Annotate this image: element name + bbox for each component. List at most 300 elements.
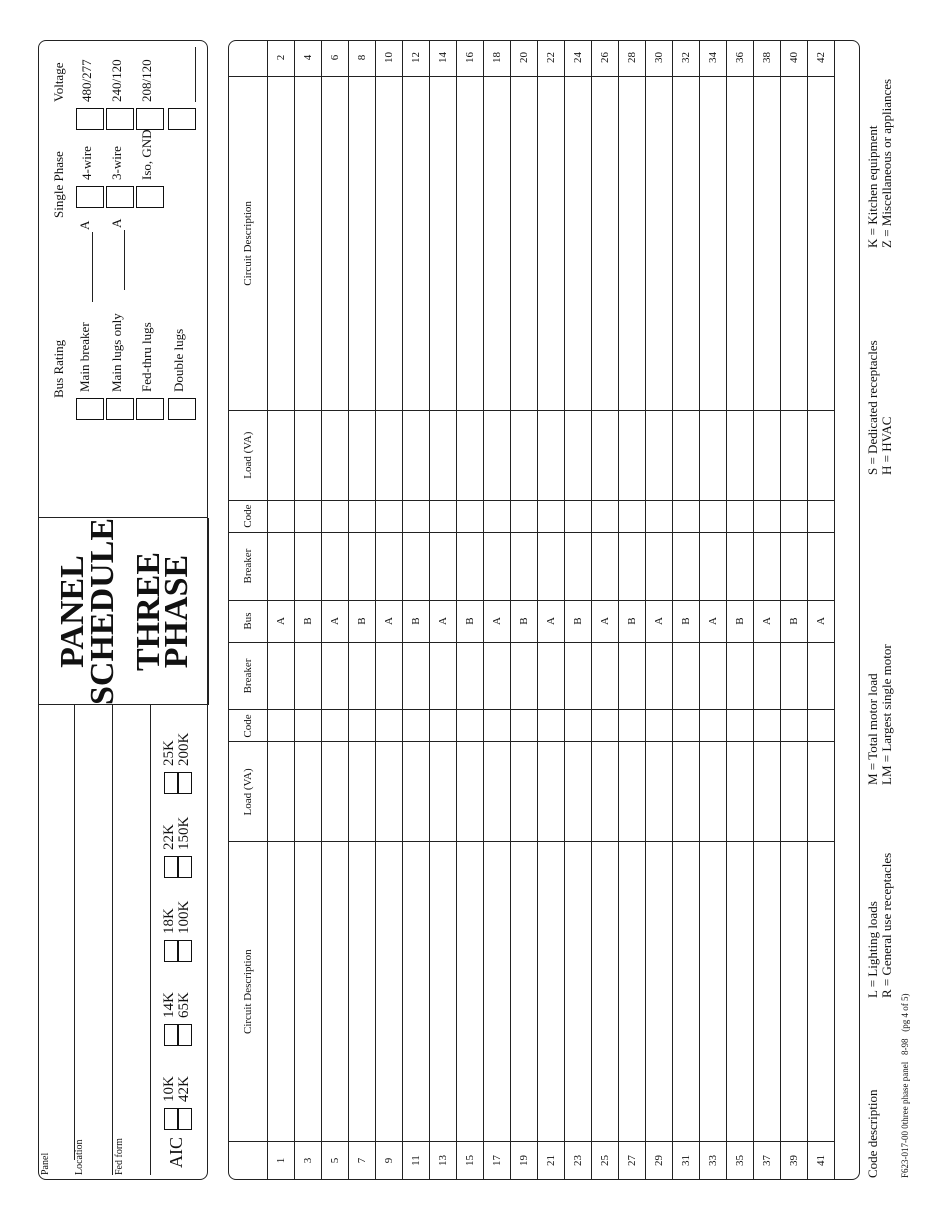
circuit-description-left[interactable] [457, 842, 484, 1142]
main-breaker-checkbox[interactable] [76, 398, 104, 420]
code-right[interactable] [646, 500, 673, 532]
circuit-description-right[interactable] [646, 77, 673, 411]
circuit-description-right[interactable] [403, 77, 430, 411]
code-right[interactable] [781, 500, 808, 532]
fed-thru-checkbox[interactable] [136, 398, 164, 420]
code-right[interactable] [511, 500, 538, 532]
load-left[interactable] [538, 742, 565, 842]
circuit-description-right[interactable] [754, 77, 781, 411]
iso-gnd-label: Iso, GND [139, 129, 154, 180]
location-label: Location [74, 1139, 85, 1175]
circuit-description-left[interactable] [646, 842, 673, 1142]
header-breaker-left: Breaker [229, 642, 268, 710]
circuit-number-left: 35 [727, 1142, 754, 1180]
breaker-left[interactable] [754, 642, 781, 710]
code-left[interactable] [322, 710, 349, 742]
breaker-right[interactable] [349, 532, 376, 600]
circuit-row [808, 40, 835, 1180]
circuit-description-right[interactable] [619, 77, 646, 411]
breaker-right[interactable] [754, 532, 781, 600]
circuit-row [754, 40, 781, 1180]
bus-rating-label: Bus Rating [51, 339, 66, 398]
circuit-table-box [228, 40, 860, 1180]
load-right[interactable] [322, 410, 349, 500]
single-phase-label: Single Phase [51, 151, 66, 218]
load-right[interactable] [457, 410, 484, 500]
code-right[interactable] [592, 500, 619, 532]
circuit-number-left: 23 [565, 1142, 592, 1180]
bus-phase: B [727, 600, 754, 642]
load-left[interactable] [322, 742, 349, 842]
load-left[interactable] [754, 742, 781, 842]
code-description-label: Code description [865, 1089, 880, 1178]
circuit-number-left: 33 [700, 1142, 727, 1180]
breaker-right[interactable] [565, 532, 592, 600]
bus-phase: B [673, 600, 700, 642]
voltage-480-checkbox[interactable] [76, 108, 104, 130]
aic-checkbox[interactable] [178, 1024, 192, 1046]
double-lugs-checkbox[interactable] [168, 398, 196, 420]
aic-option-top: 22K [161, 824, 177, 850]
circuit-description-right[interactable] [700, 77, 727, 411]
header-code-right: Code [229, 500, 268, 532]
load-left[interactable] [619, 742, 646, 842]
circuit-number-left: 13 [430, 1142, 457, 1180]
voltage-other-checkbox[interactable] [168, 108, 196, 130]
breaker-right[interactable] [295, 532, 322, 600]
voltage-240-checkbox[interactable] [106, 108, 134, 130]
header-circuit-description-right: Circuit Description [229, 77, 268, 411]
circuit-description-right[interactable] [727, 77, 754, 411]
circuit-description-right[interactable] [376, 77, 403, 411]
circuit-number-right: 40 [781, 40, 808, 77]
breaker-left[interactable] [565, 642, 592, 710]
circuit-description-right[interactable] [781, 77, 808, 411]
circuit-row [295, 40, 322, 1180]
breaker-left[interactable] [700, 642, 727, 710]
load-left[interactable] [484, 742, 511, 842]
circuit-description-right[interactable] [808, 77, 835, 411]
voltage-240-label: 240/120 [109, 59, 124, 102]
title-schedule: SCHEDULE [84, 517, 121, 705]
circuit-description-left[interactable] [484, 842, 511, 1142]
breaker-left[interactable] [376, 642, 403, 710]
code-right[interactable] [808, 500, 835, 532]
breaker-right[interactable] [430, 532, 457, 600]
header-load-right: Load (VA) [229, 410, 268, 500]
circuit-description-right[interactable] [430, 77, 457, 411]
main-breaker-amp: A [77, 220, 92, 230]
double-lugs-label: Double lugs [171, 328, 186, 392]
circuit-description-left[interactable] [754, 842, 781, 1142]
code-left[interactable] [808, 710, 835, 742]
circuit-description-right[interactable] [349, 77, 376, 411]
breaker-left[interactable] [781, 642, 808, 710]
code-right[interactable] [349, 500, 376, 532]
load-right[interactable] [349, 410, 376, 500]
load-right[interactable] [538, 410, 565, 500]
load-right[interactable] [619, 410, 646, 500]
bus-phase: B [619, 600, 646, 642]
voltage-other-field[interactable] [195, 47, 196, 102]
bus-phase: B [565, 600, 592, 642]
circuit-description-left[interactable] [511, 842, 538, 1142]
code-right[interactable] [430, 500, 457, 532]
code-left[interactable] [565, 710, 592, 742]
load-left[interactable] [349, 742, 376, 842]
load-right[interactable] [592, 410, 619, 500]
iso-gnd-checkbox[interactable] [136, 186, 164, 208]
load-left[interactable] [376, 742, 403, 842]
aic-checkbox[interactable] [164, 940, 178, 962]
bus-phase: A [808, 600, 835, 642]
breaker-right[interactable] [808, 532, 835, 600]
circuit-row [349, 40, 376, 1180]
circuit-number-left: 25 [592, 1142, 619, 1180]
circuit-number-left: 29 [646, 1142, 673, 1180]
code-left[interactable] [268, 710, 295, 742]
code-left[interactable] [619, 710, 646, 742]
aic-checkbox[interactable] [178, 856, 192, 878]
load-right[interactable] [808, 410, 835, 500]
code-right[interactable] [376, 500, 403, 532]
load-right[interactable] [511, 410, 538, 500]
circuit-row [619, 40, 646, 1180]
circuit-description-left[interactable] [538, 842, 565, 1142]
load-left[interactable] [403, 742, 430, 842]
breaker-left[interactable] [538, 642, 565, 710]
load-left[interactable] [565, 742, 592, 842]
circuit-description-right[interactable] [268, 77, 295, 411]
breaker-left[interactable] [322, 642, 349, 710]
load-left[interactable] [457, 742, 484, 842]
breaker-right[interactable] [511, 532, 538, 600]
load-left[interactable] [781, 742, 808, 842]
aic-checkbox[interactable] [164, 856, 178, 878]
load-left[interactable] [511, 742, 538, 842]
breaker-right[interactable] [619, 532, 646, 600]
main-breaker-label: Main breaker [77, 322, 92, 392]
circuit-number-left: 11 [403, 1142, 430, 1180]
circuit-table-body [268, 40, 835, 1180]
aic-label: AIC [166, 1137, 186, 1168]
circuit-number-right: 20 [511, 40, 538, 77]
bus-phase: A [484, 600, 511, 642]
main-lugs-label: Main lugs only [109, 313, 124, 392]
code-left[interactable] [727, 710, 754, 742]
circuit-number-left: 5 [322, 1142, 349, 1180]
load-left[interactable] [673, 742, 700, 842]
breaker-left[interactable] [592, 642, 619, 710]
voltage-208-label: 208/120 [139, 59, 154, 102]
code-left[interactable] [295, 710, 322, 742]
load-right[interactable] [484, 410, 511, 500]
form-number: F623-017-00 0three phase panel 8-98 (pg 4 of 5) [900, 993, 910, 1178]
code-left[interactable] [781, 710, 808, 742]
circuit-description-left[interactable] [376, 842, 403, 1142]
load-right[interactable] [376, 410, 403, 500]
circuit-number-left: 31 [673, 1142, 700, 1180]
breaker-left[interactable] [484, 642, 511, 710]
circuit-description-left[interactable] [592, 842, 619, 1142]
circuit-row [457, 40, 484, 1180]
circuit-row [646, 40, 673, 1180]
main-lugs-amp: A [109, 218, 124, 228]
aic-option-top: 14K [161, 992, 177, 1018]
circuit-number-right: 28 [619, 40, 646, 77]
code-kitchen: K = Kitchen equipment [865, 125, 880, 248]
circuit-description-left[interactable] [808, 842, 835, 1142]
load-left[interactable] [295, 742, 322, 842]
circuit-number-left: 1 [268, 1142, 295, 1180]
circuit-description-left[interactable] [700, 842, 727, 1142]
breaker-right[interactable] [673, 532, 700, 600]
circuit-description-right[interactable] [295, 77, 322, 411]
aic-option-bottom: 65K [176, 992, 192, 1018]
bus-phase: A [322, 600, 349, 642]
breaker-left[interactable] [673, 642, 700, 710]
breaker-right[interactable] [727, 532, 754, 600]
circuit-number-right: 12 [403, 40, 430, 77]
three-wire-label: 3-wire [109, 146, 124, 180]
bus-phase: A [754, 600, 781, 642]
aic-checkbox[interactable] [164, 1108, 178, 1130]
code-right[interactable] [484, 500, 511, 532]
circuit-number-left: 19 [511, 1142, 538, 1180]
circuit-description-right[interactable] [322, 77, 349, 411]
code-left[interactable] [457, 710, 484, 742]
breaker-left[interactable] [511, 642, 538, 710]
code-right[interactable] [619, 500, 646, 532]
load-right[interactable] [268, 410, 295, 500]
circuit-number-left: 7 [349, 1142, 376, 1180]
circuit-number-right: 4 [295, 40, 322, 77]
code-right[interactable] [565, 500, 592, 532]
code-right[interactable] [754, 500, 781, 532]
code-right[interactable] [727, 500, 754, 532]
code-right[interactable] [700, 500, 727, 532]
breaker-left[interactable] [619, 642, 646, 710]
breaker-left[interactable] [295, 642, 322, 710]
load-right[interactable] [700, 410, 727, 500]
circuit-row [430, 40, 457, 1180]
circuit-description-right[interactable] [538, 77, 565, 411]
header-bus: Bus [229, 600, 268, 642]
circuit-number-left: 15 [457, 1142, 484, 1180]
aic-checkbox[interactable] [178, 1108, 192, 1130]
breaker-left[interactable] [349, 642, 376, 710]
fed-from-label: Fed form [114, 1138, 125, 1175]
code-right[interactable] [403, 500, 430, 532]
load-right[interactable] [781, 410, 808, 500]
code-left[interactable] [673, 710, 700, 742]
circuit-number-left: 41 [808, 1142, 835, 1180]
load-right[interactable] [754, 410, 781, 500]
circuit-number-right: 42 [808, 40, 835, 77]
circuit-number-left: 17 [484, 1142, 511, 1180]
circuit-number-left: 9 [376, 1142, 403, 1180]
circuit-number-right: 8 [349, 40, 376, 77]
load-right[interactable] [673, 410, 700, 500]
breaker-right[interactable] [457, 532, 484, 600]
breaker-left[interactable] [268, 642, 295, 710]
bus-phase: B [457, 600, 484, 642]
aic-checkbox[interactable] [164, 772, 178, 794]
bus-phase: A [430, 600, 457, 642]
circuit-number-right: 10 [376, 40, 403, 77]
code-right[interactable] [295, 500, 322, 532]
voltage-208-checkbox[interactable] [136, 108, 164, 130]
breaker-left[interactable] [457, 642, 484, 710]
breaker-left[interactable] [430, 642, 457, 710]
circuit-description-left[interactable] [619, 842, 646, 1142]
circuit-description-left[interactable] [781, 842, 808, 1142]
bus-phase: B [295, 600, 322, 642]
aic-option-bottom: 100K [176, 900, 192, 934]
bus-phase: A [700, 600, 727, 642]
breaker-right[interactable] [646, 532, 673, 600]
load-right[interactable] [727, 410, 754, 500]
code-left[interactable] [376, 710, 403, 742]
load-left[interactable] [727, 742, 754, 842]
breaker-left[interactable] [403, 642, 430, 710]
aic-checkbox[interactable] [178, 940, 192, 962]
voltage-480-label: 480/277 [79, 59, 94, 102]
load-left[interactable] [268, 742, 295, 842]
breaker-right[interactable] [592, 532, 619, 600]
circuit-row [322, 40, 349, 1180]
code-right[interactable] [538, 500, 565, 532]
circuit-description-right[interactable] [484, 77, 511, 411]
circuit-number-right: 22 [538, 40, 565, 77]
code-hvac: H = HVAC [879, 416, 894, 475]
circuit-row [592, 40, 619, 1180]
circuit-description-left[interactable] [727, 842, 754, 1142]
aic-checkbox[interactable] [178, 772, 192, 794]
title-panel: PANEL [54, 555, 91, 668]
load-right[interactable] [565, 410, 592, 500]
breaker-right[interactable] [322, 532, 349, 600]
breaker-right[interactable] [484, 532, 511, 600]
code-lighting: L = Lighting loads [865, 901, 880, 998]
circuit-number-right: 30 [646, 40, 673, 77]
load-right[interactable] [295, 410, 322, 500]
load-right[interactable] [430, 410, 457, 500]
bus-phase: A [592, 600, 619, 642]
breaker-left[interactable] [727, 642, 754, 710]
breaker-left[interactable] [808, 642, 835, 710]
circuit-number-right: 34 [700, 40, 727, 77]
circuit-description-right[interactable] [511, 77, 538, 411]
title-three: THREE [130, 551, 167, 672]
voltage-label: Voltage [51, 62, 66, 102]
circuit-description-left[interactable] [673, 842, 700, 1142]
header-breaker-right: Breaker [229, 532, 268, 600]
breaker-right[interactable] [781, 532, 808, 600]
load-right[interactable] [403, 410, 430, 500]
circuit-description-left[interactable] [349, 842, 376, 1142]
circuit-description-left[interactable] [322, 842, 349, 1142]
circuit-row [673, 40, 700, 1180]
code-receptacles: R = General use receptacles [879, 852, 894, 998]
circuit-description-right[interactable] [457, 77, 484, 411]
circuit-row [538, 40, 565, 1180]
code-left[interactable] [700, 710, 727, 742]
code-left[interactable] [349, 710, 376, 742]
circuit-description-left[interactable] [268, 842, 295, 1142]
aic-option-bottom: 150K [176, 816, 192, 850]
four-wire-checkbox[interactable] [76, 186, 104, 208]
bus-phase: B [511, 600, 538, 642]
breaker-right[interactable] [538, 532, 565, 600]
code-left[interactable] [484, 710, 511, 742]
breaker-right[interactable] [403, 532, 430, 600]
circuit-number-left: 3 [295, 1142, 322, 1180]
code-left[interactable] [430, 710, 457, 742]
circuit-description-right[interactable] [565, 77, 592, 411]
circuit-number-left: 37 [754, 1142, 781, 1180]
aic-checkbox[interactable] [164, 1024, 178, 1046]
code-left[interactable] [754, 710, 781, 742]
bus-phase: B [781, 600, 808, 642]
code-left[interactable] [403, 710, 430, 742]
header-cell-empty-left [229, 1142, 268, 1180]
circuit-number-left: 27 [619, 1142, 646, 1180]
load-left[interactable] [700, 742, 727, 842]
breaker-right[interactable] [700, 532, 727, 600]
circuit-description-left[interactable] [430, 842, 457, 1142]
code-misc: Z = Miscellaneous or appliances [879, 78, 894, 248]
breaker-right[interactable] [268, 532, 295, 600]
circuit-number-right: 32 [673, 40, 700, 77]
load-left[interactable] [430, 742, 457, 842]
circuit-row [376, 40, 403, 1180]
breaker-left[interactable] [646, 642, 673, 710]
breaker-right[interactable] [376, 532, 403, 600]
code-left[interactable] [511, 710, 538, 742]
three-wire-checkbox[interactable] [106, 186, 134, 208]
circuit-description-left[interactable] [403, 842, 430, 1142]
code-left[interactable] [538, 710, 565, 742]
main-lugs-checkbox[interactable] [106, 398, 134, 420]
circuit-description-right[interactable] [673, 77, 700, 411]
circuit-row [403, 40, 430, 1180]
circuit-table [228, 40, 835, 1180]
circuit-number-right: 38 [754, 40, 781, 77]
bus-phase: A [646, 600, 673, 642]
load-left[interactable] [646, 742, 673, 842]
code-right[interactable] [457, 500, 484, 532]
circuit-description-left[interactable] [565, 842, 592, 1142]
code-left[interactable] [592, 710, 619, 742]
header-load-left: Load (VA) [229, 742, 268, 842]
header-circuit-description-left: Circuit Description [229, 842, 268, 1142]
header-code-left: Code [229, 710, 268, 742]
code-right[interactable] [268, 500, 295, 532]
load-left[interactable] [808, 742, 835, 842]
code-right[interactable] [322, 500, 349, 532]
load-left[interactable] [592, 742, 619, 842]
circuit-row [268, 40, 295, 1180]
load-right[interactable] [646, 410, 673, 500]
circuit-number-right: 26 [592, 40, 619, 77]
code-right[interactable] [673, 500, 700, 532]
circuit-description-right[interactable] [592, 77, 619, 411]
code-dedicated: S = Dedicated receptacles [865, 340, 880, 475]
circuit-row [565, 40, 592, 1180]
code-left[interactable] [646, 710, 673, 742]
circuit-description-left[interactable] [295, 842, 322, 1142]
